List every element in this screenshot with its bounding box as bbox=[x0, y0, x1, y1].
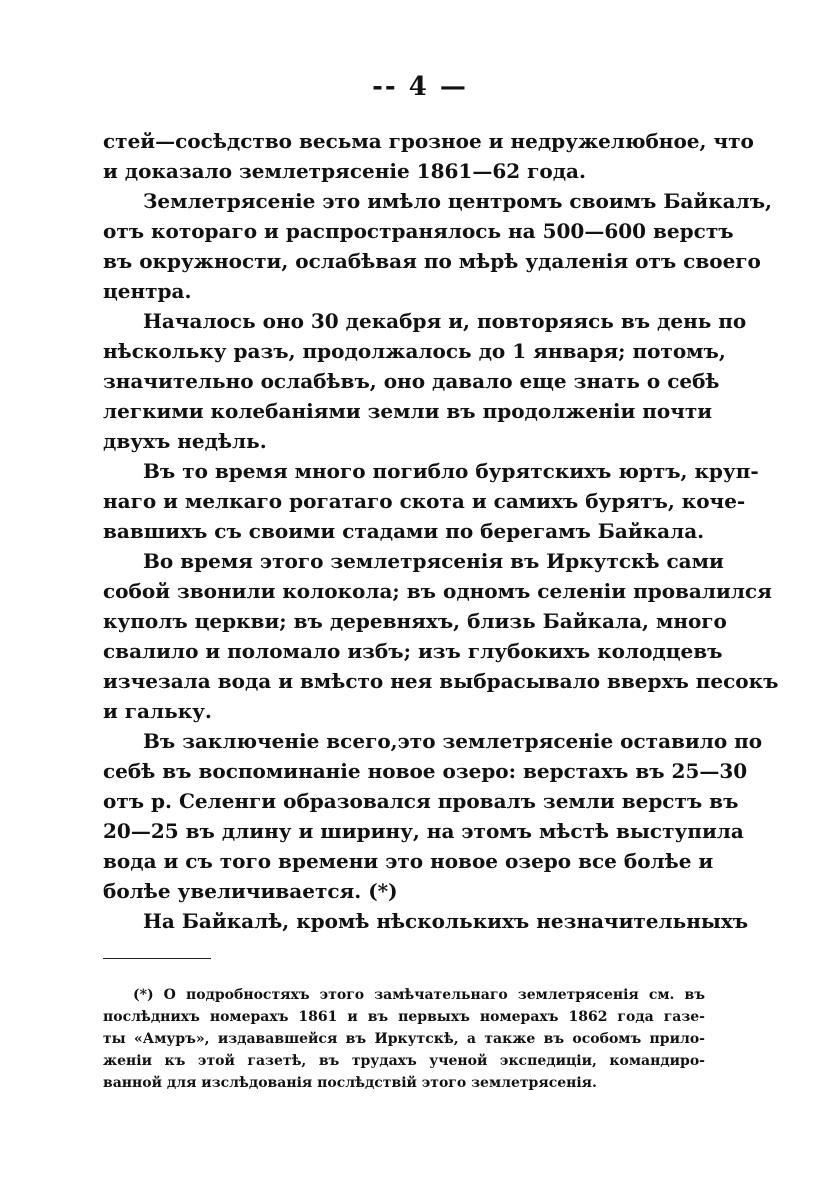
text-line: и доказало землетрясеніе 1861—62 года. bbox=[103, 159, 586, 183]
text-line: центра. bbox=[103, 279, 192, 303]
footnote-line: ванной для изслѣдованія послѣдствій этого землетрясенія. bbox=[103, 1075, 597, 1091]
footnote-divider bbox=[103, 958, 211, 959]
text-line: Началось оно 30 декабря и, повторяясь въ день по bbox=[143, 309, 747, 333]
text-line: Землетрясеніе это имѣло центромъ своимъ Байкалъ, bbox=[143, 189, 773, 213]
text-line: вода и съ того времени это новое озеро все болѣе и bbox=[103, 849, 714, 873]
text-line: въ окружности, ослабѣвая по мѣрѣ удаленія отъ своего bbox=[103, 249, 761, 273]
footnote-line: ты «Амуръ», издававшейся въ Иркутскѣ, а также въ особомъ прило- bbox=[103, 1031, 705, 1047]
footnote-line: послѣднихъ номерахъ 1861 и въ первыхъ номерахъ 1862 года газе- bbox=[103, 1009, 705, 1025]
text-line: собой звонили колокола; въ одномъ селеніи провалился bbox=[103, 579, 772, 603]
text-line: свалило и поломало избъ; изъ глубокихъ колодцевъ bbox=[103, 639, 723, 663]
text-line: Въ заключеніе всего,это землетрясеніе оставило по bbox=[143, 729, 763, 753]
text-line: куполъ церкви; въ деревняхъ, близь Байкала, много bbox=[103, 609, 727, 633]
text-line: болѣе увеличивается. (*) bbox=[103, 879, 398, 903]
text-line: 20—25 въ длину и ширину, на этомъ мѣстѣ выступила bbox=[103, 819, 744, 843]
main-text bbox=[103, 126, 779, 936]
text-line: изчезала вода и вмѣсто нея выбрасывало вверхъ песокъ bbox=[103, 669, 779, 693]
text-line: отъ котораго и распространялось на 500—600 верстъ bbox=[103, 219, 734, 243]
text-line: и гальку. bbox=[103, 699, 212, 723]
text-line: вавшихъ съ своими стадами по берегамъ Байкала. bbox=[103, 519, 705, 543]
text-line: легкими колебаніями земли въ продолженіи почти bbox=[103, 399, 713, 423]
text-line: Во время этого землетрясенія въ Иркутскѣ сами bbox=[143, 549, 724, 573]
text-line: нѣскольку разъ, продолжалось до 1 января; потомъ, bbox=[103, 339, 726, 363]
text-line: наго и мелкаго рогатаго скота и самихъ бурятъ, коче- bbox=[103, 489, 746, 513]
text-line: отъ р. Селенги образовался провалъ земли верстъ въ bbox=[103, 789, 739, 813]
text-line: На Байкалѣ, кромѣ нѣсколькихъ незначительныхъ bbox=[143, 909, 749, 933]
footnote-line: женіи къ этой газетѣ, въ трудахъ ученой экспедиціи, командиро- bbox=[103, 1053, 705, 1069]
text-line: себѣ въ воспоминаніе новое озеро: верстахъ въ 25—30 bbox=[103, 759, 748, 783]
text-line: стей—сосѣдство весьма грозное и недружелюбное, что bbox=[103, 129, 754, 153]
footnote-line: (*) О подробностяхъ этого замѣчательнаго землетрясенія см. въ bbox=[133, 987, 705, 1003]
footnote bbox=[103, 984, 705, 1094]
page-number: -- 4 — bbox=[372, 72, 468, 102]
text-line: Въ то время много погибло бурятскихъ юртъ, круп- bbox=[143, 459, 759, 483]
text-line: значительно ослабѣвъ, оно давало еще знать о себѣ bbox=[103, 369, 720, 393]
text-line: двухъ недѣль. bbox=[103, 429, 267, 453]
